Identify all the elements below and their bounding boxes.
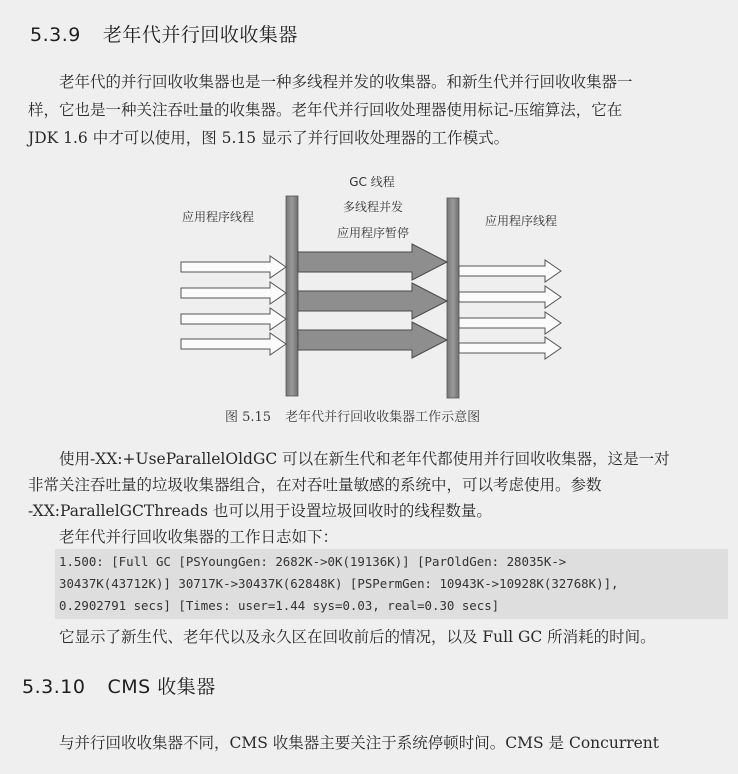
pause-end-bar <box>447 198 459 398</box>
section-number: 5.3.10 <box>22 676 86 698</box>
app-thread-arrow-left <box>181 256 286 278</box>
gc-log-line-3: 0.2902791 secs] [Times: user=1.44 sys=0.03, real=0.30 secs] <box>59 598 500 613</box>
gc-log-block <box>55 549 728 619</box>
figure-label-gc-line-3: 应用程序暂停 <box>336 226 410 240</box>
cms-intro-paragraph <box>28 730 728 756</box>
gc-log-line-2: 30437K(43712K)] 30717K->30437K(62848K) [PSPermGen: 10943K->10928K(32768K)], <box>59 576 619 591</box>
figure-label-left-threads: 应用程序线程 <box>182 210 255 224</box>
app-thread-arrow-left <box>181 308 286 330</box>
log-note-line: 它显示了新生代、老年代以及永久区在回收前后的情况，以及 Full GC 所消耗的时间。 <box>59 628 656 646</box>
app-thread-arrows-left <box>181 256 286 355</box>
section-number: 5.3.9 <box>30 24 81 46</box>
app-thread-arrow-left <box>181 333 286 355</box>
section-heading-5-3-10 <box>22 672 216 699</box>
figure-caption <box>225 406 480 425</box>
app-thread-arrow-right <box>459 260 561 282</box>
usage-line-1: 使用-XX:+UseParallelOldGC 可以在新生代和老年代都使用并行回收收集器，这是一对 <box>59 450 670 468</box>
log-note-paragraph <box>28 624 728 650</box>
section-title: CMS 收集器 <box>107 676 216 698</box>
app-thread-arrow-right <box>459 337 561 359</box>
app-thread-arrow-right <box>459 286 561 308</box>
cms-intro-line: 与并行回收收集器不同，CMS 收集器主要关注于系统停顿时间。CMS 是 Concurrent <box>59 734 660 752</box>
app-thread-arrow-right <box>459 312 561 334</box>
figure-caption-text: 老年代并行回收收集器工作示意图 <box>285 410 481 425</box>
figure-caption-number: 图 5.15 <box>225 410 272 425</box>
usage-line-3: -XX:ParallelGCThreads 也可以用于设置垃圾回收时的线程数量。 <box>28 502 492 520</box>
gc-thread-arrow <box>298 322 447 358</box>
app-thread-arrows-right <box>459 260 561 359</box>
figure-label-gc-line-2: 多线程并发 <box>342 200 404 214</box>
figure-label-right-threads: 应用程序线程 <box>485 214 558 228</box>
gc-log-line-1: 1.500: [Full GC [PSYoungGen: 2682K->0K(19136K)] [ParOldGen: 28035K-> <box>59 554 567 569</box>
intro-line-3: JDK 1.6 中才可以使用，图 5.15 显示了并行回收处理器的工作模式。 <box>28 129 510 147</box>
gc-thread-arrow <box>298 244 447 280</box>
usage-paragraph <box>28 446 728 550</box>
app-thread-arrow-left <box>181 282 286 304</box>
gc-thread-arrows <box>298 244 447 358</box>
figure-label-gc-line-1: GC 线程 <box>349 175 395 189</box>
section-title: 老年代并行回收收集器 <box>102 24 298 46</box>
intro-line-2: 样，它也是一种关注吞吐量的收集器。老年代并行回收处理器使用标记-压缩算法，它在 <box>28 101 623 119</box>
gc-thread-arrow <box>298 283 447 319</box>
intro-line-1: 老年代的并行回收收集器也是一种多线程并发的收集器。和新生代并行回收收集器一 <box>59 73 633 91</box>
usage-line-4: 老年代并行回收收集器的工作日志如下： <box>59 528 339 546</box>
pause-start-bar <box>286 196 298 396</box>
usage-line-2: 非常关注吞吐量的垃圾收集器组合，在对吞吐量敏感的系统中，可以考虑使用。参数 <box>28 476 602 494</box>
